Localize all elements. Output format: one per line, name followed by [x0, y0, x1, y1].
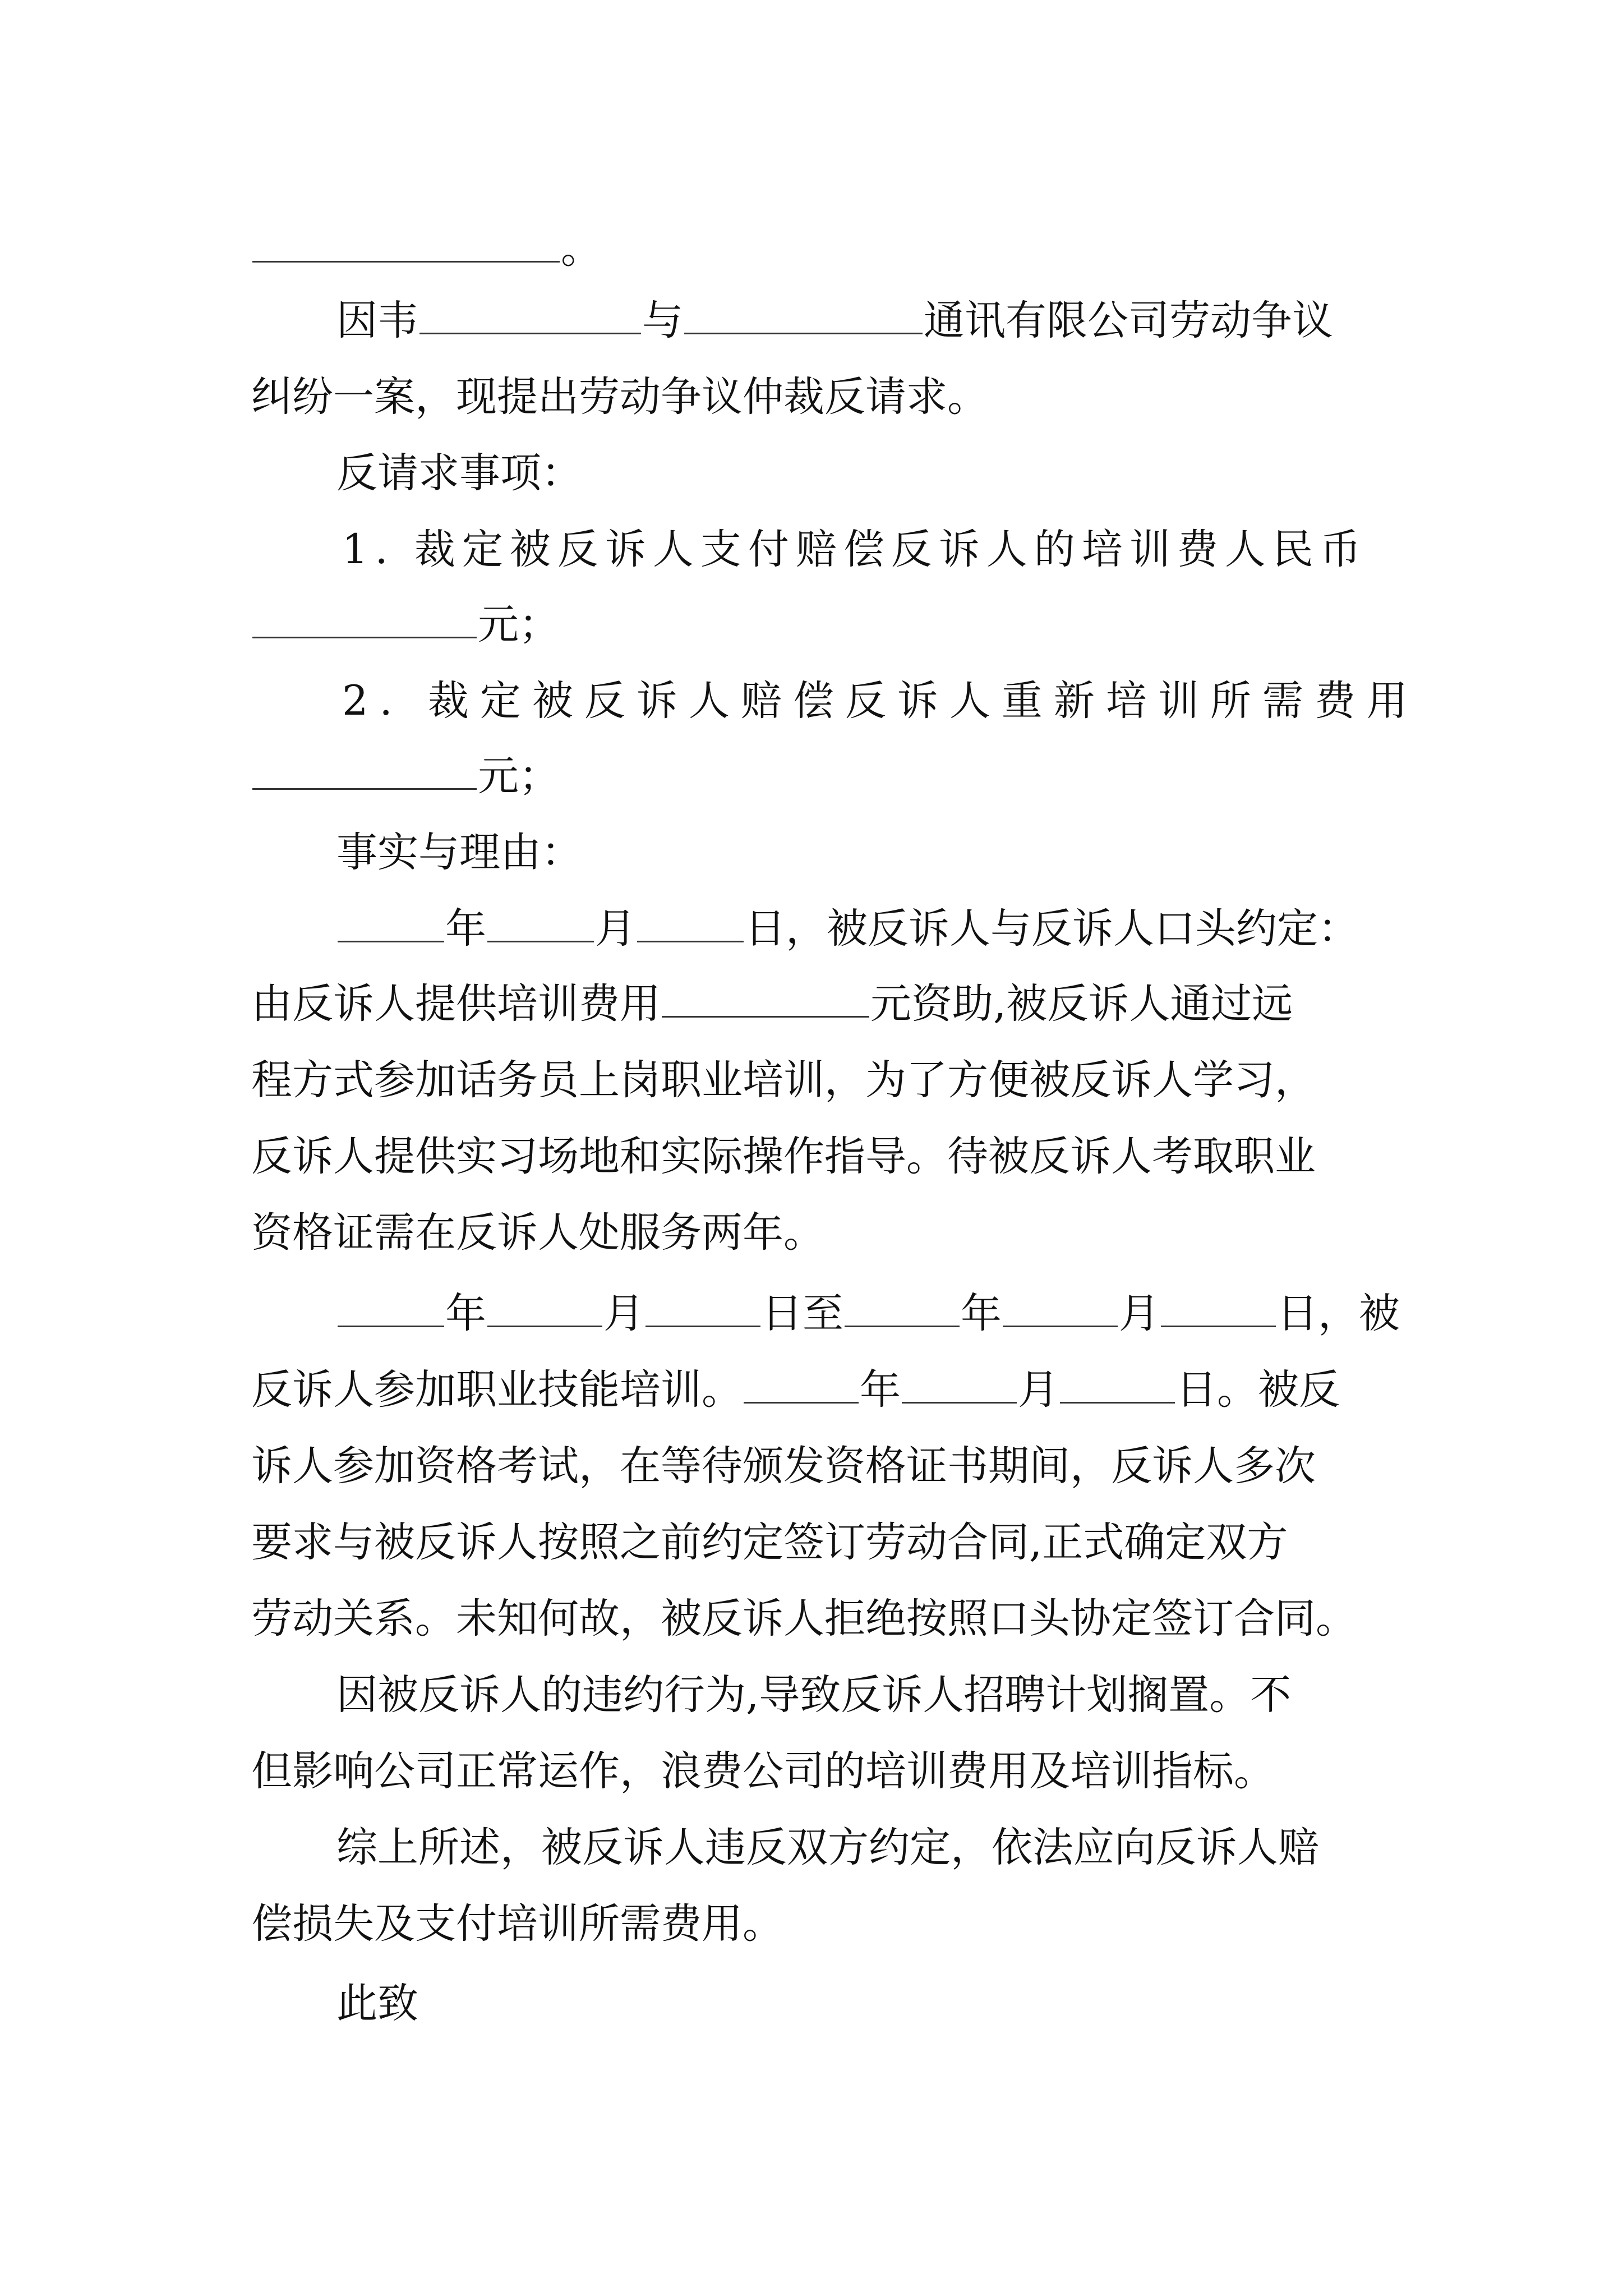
text-fragment: 。	[561, 225, 602, 273]
facts-1-line-1	[336, 895, 1380, 963]
text-fragment: 月	[595, 905, 636, 953]
text-fragment: 日，被反诉人与反诉人口头约定：	[745, 905, 1359, 953]
facts-1-line-3: 程方式参加话务员上岗职业培训，为了方便被反诉人学习，	[251, 1056, 1316, 1104]
fill-blank	[637, 905, 744, 942]
claim-2-line-2	[251, 743, 1378, 810]
facts-4-line-2: 偿损失及支付培训所需费用。	[251, 1900, 783, 1948]
text-fragment: 通讯有限公司劳动争议	[924, 297, 1333, 344]
fill-blank	[684, 297, 923, 334]
fill-blank	[1003, 1290, 1118, 1327]
facts-2-line-1	[336, 1280, 1400, 1347]
fill-blank	[338, 905, 444, 942]
text-fragment: 因韦	[336, 297, 418, 344]
facts-2-line-2	[251, 1356, 1378, 1424]
fill-blank	[902, 1366, 1017, 1404]
fill-blank	[845, 1290, 960, 1327]
fill-blank	[645, 1290, 760, 1327]
facts-heading: 事实与理由：	[336, 829, 582, 876]
text-fragment: 年	[860, 1366, 901, 1414]
fill-blank	[1161, 1290, 1276, 1327]
facts-2-line-3: 诉人参加资格考试，在等待颁发资格证书期间，反诉人多次	[251, 1442, 1316, 1490]
text-fragment: 日。被反	[1176, 1366, 1340, 1414]
claim-2-line-1: 2. 裁定被反诉人赔偿反诉人重新培训所需费用	[342, 677, 1419, 725]
facts-4-line-1: 综上所述，被反诉人违反双方约定，依法应向反诉人赔	[336, 1824, 1319, 1871]
fill-blank	[662, 980, 869, 1018]
text-fragment: 与	[642, 297, 683, 344]
claim-1-line-2	[251, 591, 1378, 659]
text-fragment: 反诉人参加职业技能培训。	[251, 1366, 743, 1414]
facts-2-line-4: 要求与被反诉人按照之前约定签订劳动合同,正式确定双方	[251, 1519, 1288, 1566]
intro-line-2: 纠纷一案，现提出劳动争议仲裁反请求。	[251, 373, 988, 421]
facts-3-line-1: 因被反诉人的违约行为,导致反诉人招聘计划搁置。不	[336, 1671, 1292, 1719]
claim-1-line-1: 1. 裁定被反诉人支付赔偿反诉人的培训费人民币	[342, 526, 1368, 573]
intro-line-1	[336, 287, 1380, 355]
text-fragment: 由反诉人提供培训费用	[251, 980, 661, 1028]
fill-blank	[419, 297, 641, 334]
fill-blank	[338, 1290, 444, 1327]
text-fragment: 年	[961, 1290, 1002, 1337]
text-fragment: 月	[1018, 1366, 1059, 1414]
claims-heading: 反请求事项：	[336, 449, 582, 497]
text-fragment: 月	[603, 1290, 644, 1337]
fill-blank	[252, 752, 477, 790]
text-fragment: 年	[445, 1290, 486, 1337]
text-fragment: 月	[1119, 1290, 1160, 1337]
leading-blank-line	[251, 215, 1378, 283]
facts-3-line-2: 但影响公司正常运作，浪费公司的培训费用及培训指标。	[251, 1747, 1275, 1795]
fill-blank	[487, 1290, 602, 1327]
fill-blank	[1060, 1366, 1175, 1404]
text-fragment: 元资助,被反诉人通过远	[870, 980, 1293, 1028]
facts-1-line-2	[251, 970, 1378, 1038]
text-fragment: 元；	[478, 752, 560, 800]
fill-blank	[744, 1366, 859, 1404]
facts-2-line-5: 劳动关系。未知何故，被反诉人拒绝按照口头协定签订合同。	[251, 1595, 1357, 1642]
text-fragment: 日至	[762, 1290, 843, 1337]
facts-1-line-5: 资格证需在反诉人处服务两年。	[251, 1209, 824, 1257]
fill-blank	[252, 225, 560, 263]
closing-text: 此致	[336, 1980, 418, 2027]
facts-1-line-4: 反诉人提供实习场地和实际操作指导。待被反诉人考取职业	[251, 1133, 1316, 1180]
text-fragment: 元；	[478, 601, 560, 648]
fill-blank	[252, 601, 477, 638]
text-fragment: 日，被	[1277, 1290, 1400, 1337]
text-fragment: 年	[445, 905, 486, 953]
fill-blank	[487, 905, 594, 942]
